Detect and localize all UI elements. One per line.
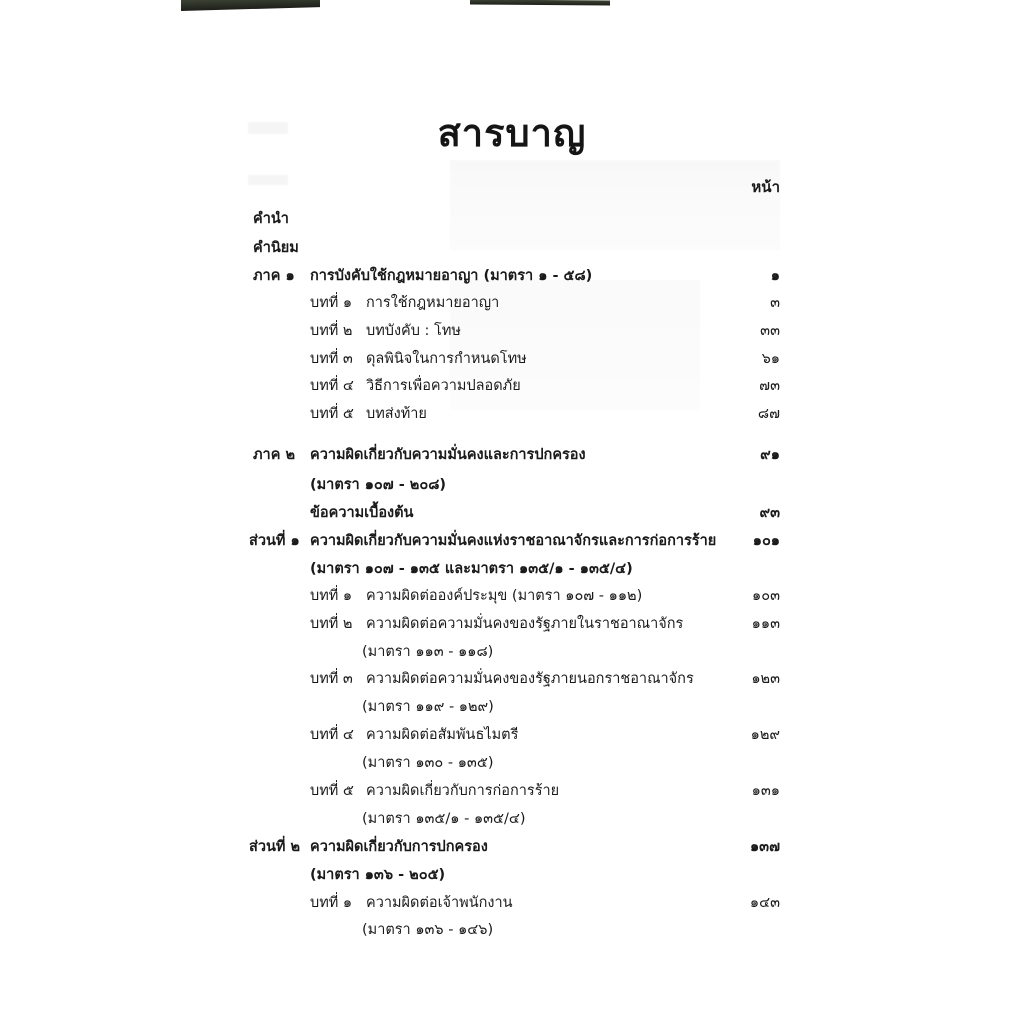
toc-entry [0,666,1024,692]
toc-entry [0,556,1024,582]
entry-text: บทบังคับ : โทษ [366,323,461,339]
entry-text: ความผิดต่อองค์ประมุข (มาตรา ๑๐๗ - ๑๑๒) [366,588,643,604]
toc-entry [0,778,1024,804]
entry-label: บทที่ ๕ [310,783,354,799]
entry-label: ภาค ๑ [253,268,295,284]
entry-label: บทที่ ๒ [310,323,353,339]
entry-text: บทส่งท้าย [366,406,427,422]
binding-shadow-right [470,0,610,5]
entry-text: ความผิดต่อความมั่นคงของรัฐภายนอกราชอาณาจักร [366,671,694,687]
toc-entry [0,263,1024,289]
entry-page: ๑๓๑ [751,783,780,799]
entry-label: ภาค ๒ [253,447,296,463]
entry-text: ความผิดต่อสัมพันธไมตรี [366,727,519,743]
entry-text: ข้อความเบื้องต้น [310,505,414,521]
toc-entry [0,694,1024,720]
toc-entry [0,318,1024,344]
toc-entry [0,806,1024,832]
entry-text: (มาตรา ๑๐๗ - ๑๓๕ และมาตรา ๑๓๕/๑ - ๑๓๕/๔) [310,561,633,577]
toc-entry [0,500,1024,526]
entry-label: ส่วนที่ ๑ [249,533,300,549]
entry-page: ๓๓ [760,323,780,339]
toc-entry [0,862,1024,888]
entry-label: บทที่ ๕ [310,406,354,422]
entry-page: ๑๐๑ [752,533,780,549]
binding-shadow-left [181,0,320,11]
entry-text: ดุลพินิจในการกำหนดโทษ [366,351,527,367]
toc-entry [0,401,1024,427]
entry-label: บทที่ ๑ [310,295,353,311]
entry-page: ๖๑ [761,351,780,367]
toc-entry [0,290,1024,316]
toc-entry [0,528,1024,554]
toc-entry [0,442,1024,468]
page-title: สารบาญ [437,111,587,155]
entry-text: (มาตรา ๑๑๓ - ๑๑๘) [362,644,494,660]
toc-entry [0,834,1024,860]
toc-entry [0,750,1024,776]
entry-text: (มาตรา ๑๑๙ - ๑๒๙) [362,699,494,715]
toc-entry [0,373,1024,399]
entry-label: บทที่ ๔ [310,727,354,743]
entry-page: ๙๑ [760,447,780,463]
entry-page: ๙๓ [759,505,780,521]
entry-label: บทที่ ๔ [310,378,354,394]
entry-text: วิธีการเพื่อความปลอดภัย [366,378,521,394]
entry-text: (มาตรา ๑๓๕/๑ - ๑๓๕/๔) [362,811,526,827]
entry-label: บทที่ ๓ [310,351,353,367]
entry-page: ๑ [770,268,780,284]
entry-text: ความผิดต่อความมั่นคงของรัฐภายในราชอาณาจักร [366,616,684,632]
entry-label: บทที่ ๓ [310,671,353,687]
entry-text: (มาตรา ๑๓๐ - ๑๓๕) [362,755,494,771]
entry-page: ๗๓ [759,378,780,394]
toc-entry [0,890,1024,916]
entry-text: (มาตรา ๑๐๗ - ๒๐๘) [310,477,447,493]
front-matter-text: คำนำ [253,211,289,227]
entry-label: ส่วนที่ ๒ [249,839,301,855]
entry-text: ความผิดเกี่ยวกับความมั่นคงแห่งราชอาณาจักรและการก่อการร้าย [310,533,717,549]
toc-entry [0,611,1024,637]
entry-page: ๑๐๓ [752,588,780,604]
entry-page: ๑๒๓ [751,671,780,687]
toc-entry [0,583,1024,609]
entry-page: ๓ [770,295,780,311]
page-column-label: หน้า [751,178,780,196]
toc-entry [0,917,1024,943]
entry-page: ๑๒๙ [750,727,780,743]
entry-label: บทที่ ๑ [310,588,353,604]
entry-text: การใช้กฎหมายอาญา [366,295,500,311]
toc-entry [0,472,1024,498]
front-matter-text: คำนิยม [253,240,299,256]
entry-text: (มาตรา ๑๓๖ - ๑๔๖) [362,922,494,938]
entry-text: ความผิดเกี่ยวกับการก่อการร้าย [366,783,560,799]
entry-text: ความผิดเกี่ยวกับความมั่นคงและการปกครอง [310,447,586,463]
toc-entry [0,639,1024,665]
entry-label: บทที่ ๒ [310,616,353,632]
entry-page: ๑๔๓ [749,895,780,911]
entry-page: ๑๑๓ [751,616,780,632]
front-matter-item [0,235,1024,261]
entry-page: ๘๗ [757,406,780,422]
entry-text: การบังคับใช้กฎหมายอาญา (มาตรา ๑ - ๕๘) [310,268,593,284]
entry-label: บทที่ ๑ [310,895,353,911]
entry-text: ความผิดเกี่ยวกับการปกครอง [310,839,488,855]
toc-entry [0,722,1024,748]
toc-entry [0,346,1024,372]
entry-text: ความผิดต่อเจ้าพนักงาน [366,895,513,911]
front-matter-item [0,206,1024,232]
bleed-through [248,175,288,185]
entry-page: ๑๓๗ [749,839,780,855]
entry-text: (มาตรา ๑๓๖ - ๒๐๕) [310,867,446,883]
